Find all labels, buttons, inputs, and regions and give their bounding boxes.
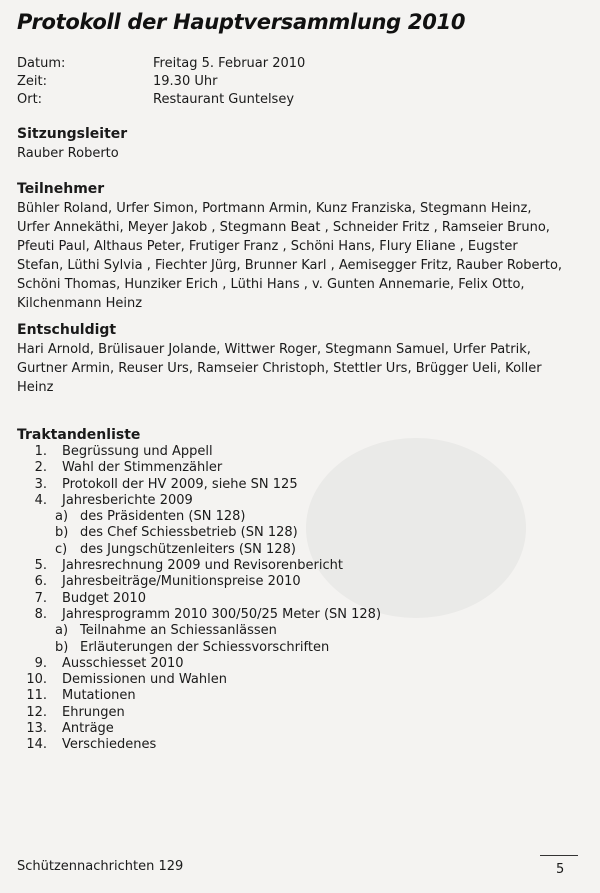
agenda-item-text: Mutationen [62, 688, 136, 704]
agenda-item-text: des Jungschützenleiters (SN 128) [80, 541, 296, 557]
teilnehmer-line: Urfer Annekäthi, Meyer Jakob , Stegmann Beat , Schneider Fritz , Ramseier Bruno, [17, 220, 550, 235]
agenda-item-text: Ausschiesset 2010 [62, 655, 184, 671]
agenda-item-text: Jahresbeiträge/Munitionspreise 2010 [62, 574, 301, 590]
agenda-item-number: c) [55, 541, 68, 557]
agenda-item-text: Begrüssung und Appell [62, 444, 213, 459]
sitzungsleiter-line: Rauber Roberto [17, 146, 119, 161]
meta-date-value: Freitag 5. Februar 2010 [153, 56, 306, 71]
agenda-item-number: 2. [34, 460, 47, 476]
agenda-item-text: Protokoll der HV 2009, siehe SN 125 [62, 476, 298, 492]
agenda-item-number: 10. [26, 672, 47, 688]
teilnehmer-line: Schöni Thomas, Hunziker Erich , Lüthi Hans , v. Gunten Annemarie, Felix Otto, [17, 277, 525, 292]
agenda-item-text: Jahresrechnung 2009 und Revisorenbericht [62, 558, 343, 574]
agenda-item-number: b) [55, 525, 69, 541]
agenda-item-text: Demissionen und Wahlen [62, 672, 227, 688]
agenda-item-text: Teilnahme an Schiessanlässen [80, 623, 277, 639]
agenda-item-text: des Präsidenten (SN 128) [80, 509, 246, 525]
agenda-item-number: 5. [34, 558, 47, 574]
agenda-item-number: 4. [34, 492, 47, 508]
bleed-through-shape [306, 438, 526, 618]
agenda-item-number: 14. [26, 737, 47, 753]
agenda-item-number: 3. [34, 476, 47, 492]
agenda-item-number: 13. [26, 721, 47, 737]
agenda-item-text: Anträge [62, 721, 114, 737]
agenda-item-text: Jahresprogramm 2010 300/50/25 Meter (SN 128) [62, 606, 382, 622]
agenda-item-number: 11. [26, 688, 47, 704]
teilnehmer-heading: Teilnehmer [17, 181, 105, 197]
entschuldigt-list [17, 340, 577, 397]
agenda-item-number: a) [55, 509, 69, 525]
agenda-item-number: 1. [34, 444, 47, 459]
entschuldigt-line: Hari Arnold, Brülisauer Jolande, Wittwer Roger, Stegmann Samuel, Urfer Patrik, [17, 342, 531, 357]
agenda-item-number: 8. [34, 606, 47, 622]
agenda-item-text: des Chef Schiessbetrieb (SN 128) [80, 525, 298, 541]
agenda-item-number: 12. [26, 704, 47, 720]
agenda-item-text: Jahresberichte 2009 [62, 492, 193, 508]
entschuldigt-line: Gurtner Armin, Reuser Urs, Ramseier Christoph, Stettler Urs, Brügger Ueli, Koller [17, 361, 542, 376]
agenda-item-text: Verschiedenes [62, 737, 157, 753]
meta-time-label: Zeit: [17, 74, 47, 89]
agenda-item-text: Erläuterungen der Schiessvorschriften [80, 639, 330, 655]
meta-time-value: 19.30 Uhr [153, 74, 218, 89]
teilnehmer-list [17, 199, 577, 313]
footer-publication: Schützennachrichten 129 [17, 859, 184, 874]
teilnehmer-line: Pfeuti Paul, Althaus Peter, Frutiger Franz , Schöni Hans, Flury Eliane , Eugster [17, 239, 518, 254]
agenda-item-number: 6. [34, 574, 47, 590]
meta-location-value: Restaurant Guntelsey [153, 92, 295, 107]
meta-location-label: Ort: [17, 92, 43, 107]
meta-date-label: Datum: [17, 56, 66, 71]
agenda-item-text: Wahl der Stimmenzähler [62, 460, 223, 476]
teilnehmer-line: Stefan, Lüthi Sylvia , Fiechter Jürg, Brunner Karl , Aemisegger Fritz, Rauber Roberto, [17, 258, 563, 273]
sitzungsleiter-name [17, 144, 577, 163]
agenda-item-text: Budget 2010 [62, 590, 146, 606]
agenda-item-number: a) [55, 623, 69, 639]
footer-rule [540, 855, 578, 856]
teilnehmer-line: Bühler Roland, Urfer Simon, Portmann Armin, Kunz Franziska, Stegmann Heinz, [17, 201, 532, 216]
agenda-item-number: b) [55, 639, 69, 655]
agenda-item-number: 9. [34, 655, 47, 671]
page-title: Protokoll der Hauptversammlung 2010 [17, 10, 466, 34]
sitzungsleiter-heading: Sitzungsleiter [17, 126, 128, 142]
entschuldigt-line: Heinz [17, 380, 54, 395]
agenda-item-number: 7. [34, 590, 47, 606]
page-number: 5 [556, 862, 565, 877]
teilnehmer-line: Kilchenmann Heinz [17, 296, 143, 311]
traktanden-heading: Traktandenliste [17, 427, 141, 443]
agenda-item-text: Ehrungen [62, 704, 125, 720]
entschuldigt-heading: Entschuldigt [17, 322, 117, 338]
